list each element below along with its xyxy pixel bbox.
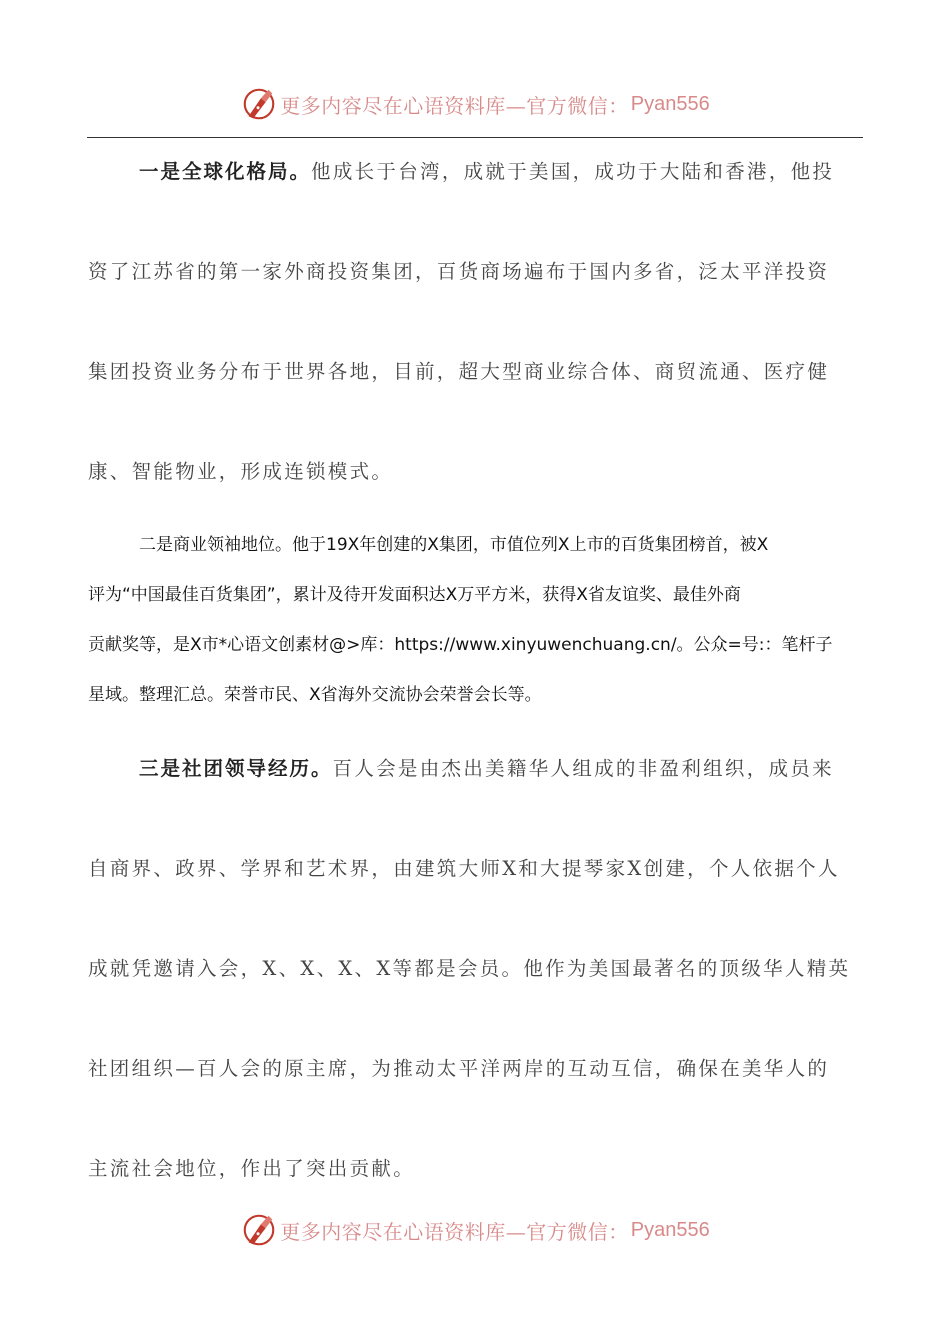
paragraph-line: 资了江苏省的第一家外商投资集团，百货商场遍布于国内多省，泛太平洋投资 (88, 260, 830, 283)
paragraph-community-leadership (88, 719, 864, 1219)
paragraph-line: 自商界、政界、学界和艺术界，由建筑大师X和大提琴家X创建，个人依据个人 (88, 857, 840, 880)
paragraph-line: 主流社会地位，作出了突出贡献。 (88, 1157, 416, 1180)
paragraph-line: 一是全球化格局。他成长于台湾，成就于美国，成功于大陆和香港，他投 (139, 160, 835, 183)
paragraph-line: 集团投资业务分布于世界各地，目前，超大型商业综合体、商贸流通、医疗健 (88, 360, 830, 383)
paragraph-business-leadership (88, 520, 868, 720)
pen-nib-logo-icon (240, 1211, 278, 1249)
banner-text: 更多内容尽在心语资料库—官方微信： (280, 93, 629, 118)
paragraph-heading: 一是全球化格局。 (139, 160, 312, 183)
paragraph-globalization (88, 122, 864, 522)
paragraph-line: 康、智能物业，形成连锁模式。 (88, 460, 394, 483)
paragraph-line: 二是商业领袖地位。他于19X年创建的X集团，市值位列X上市的百货集团榜首，被X (139, 535, 769, 555)
banner-text: 更多内容尽在心语资料库—官方微信： (280, 1219, 629, 1244)
footer-banner (0, 1210, 950, 1250)
banner-wechat-handle: Pyan556 (630, 1218, 710, 1241)
paragraph-line: 社团组织—百人会的原主席，为推动太平洋两岸的互动互信，确保在美华人的 (88, 1057, 830, 1080)
paragraph-heading: 三是社团领导经历。 (139, 757, 333, 780)
paragraph-line: 评为“中国最佳百货集团”，累计及待开发面积达X万平方米，获得X省友谊奖、最佳外商 (88, 585, 741, 605)
paragraph-line: 贡献奖等，是X市*心语文创素材@>库：https://www.xinyuwenchuang.cn/。公众=号:：笔杆子 (88, 635, 833, 655)
paragraph-line: 三是社团领导经历。百人会是由杰出美籍华人组成的非盈利组织，成员来 (139, 757, 834, 780)
paragraph-line: 星域。整理汇总。荣誉市民、X省海外交流协会荣誉会长等。 (88, 685, 542, 705)
pen-nib-logo-icon (240, 85, 278, 123)
header-banner (0, 84, 950, 124)
banner-wechat-handle: Pyan556 (630, 92, 710, 115)
paragraph-line: 成就凭邀请入会，X、X、X、X等都是会员。他作为美国最著名的顶级华人精英 (88, 957, 851, 980)
